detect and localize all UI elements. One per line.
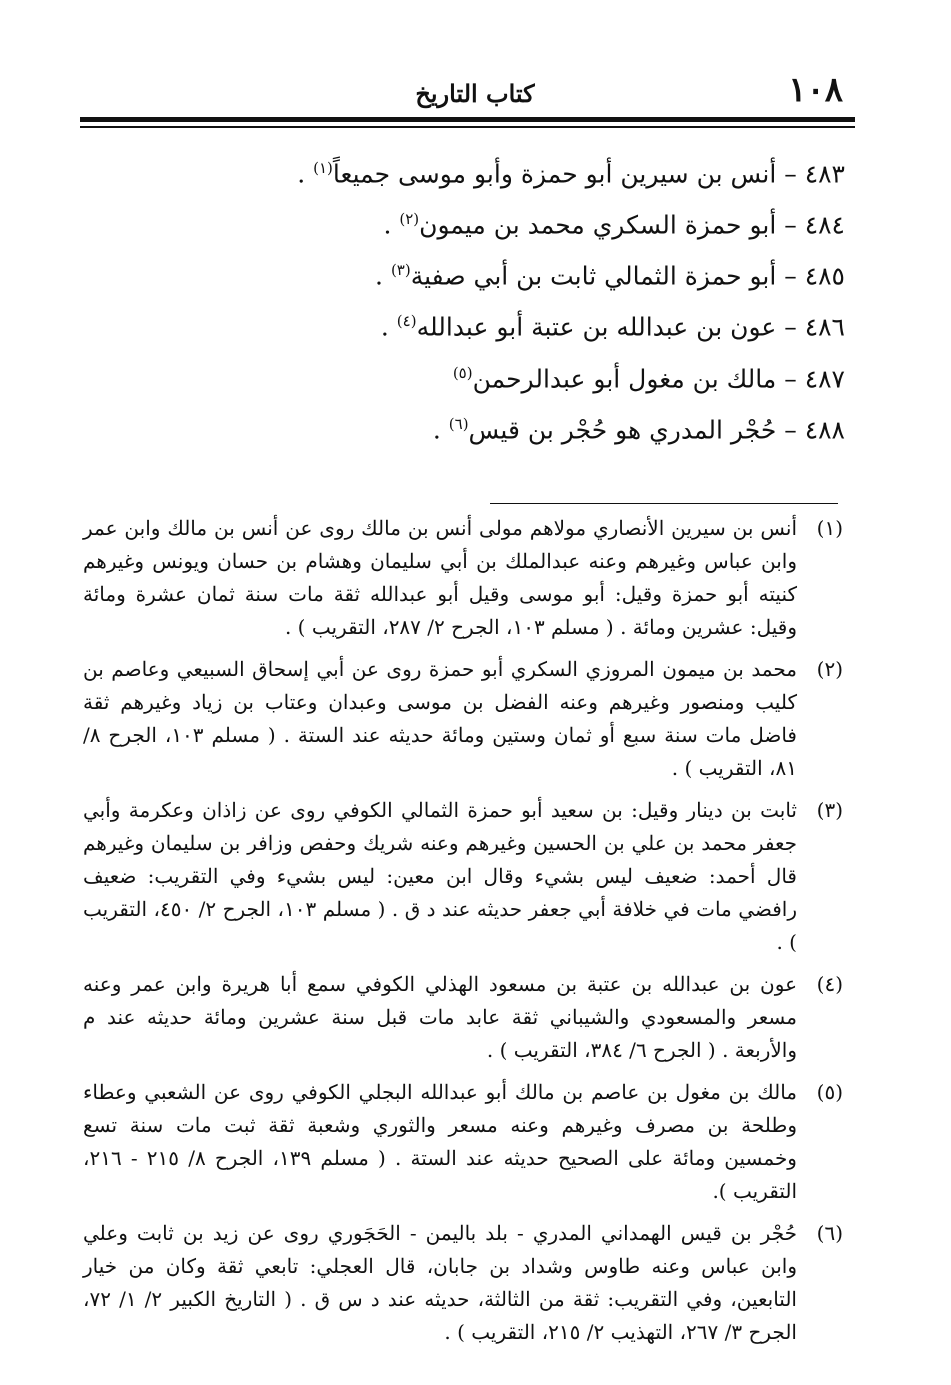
- page-number: ١٠٨: [788, 70, 843, 110]
- entry-text: حُجْر المدري هو حُجْر بن قيس: [468, 414, 777, 444]
- entry-item: ٤٨٣ – أنس بن سيرين أبو حمزة وأبو موسى جميعاً$^{(١)}$ .: [297, 159, 845, 189]
- footnote: [83, 794, 843, 959]
- footnote: [83, 1076, 843, 1208]
- entry-text: عون بن عبدالله بن عتبة أبو عبدالله: [416, 312, 777, 342]
- footnote-ref: (٤): [396, 312, 417, 331]
- footnote-marker: (٢): [816, 657, 843, 681]
- entry-item: ٤٨٨ – حُجْر المدري هو حُجْر بن قيس$^{(٦)}$ .: [432, 414, 845, 444]
- entry-end: .: [432, 414, 441, 444]
- footnote-text: عون بن عبدالله بن عتبة بن مسعود الهذلي الكوفي سمع أبا هريرة وابن عمر وعنه مسعر والمسعودي والشيباني ثقة عابد مات قبل سنة عشرين ومائة حديثه عند م والأربعة . ( الجرح ٦/ ٣٨٤، التقريب ) .: [83, 972, 797, 1062]
- entry-number: ٤٨٦: [804, 312, 845, 342]
- header-rule-thin: [80, 126, 855, 128]
- footnote-separator: [490, 503, 838, 504]
- entry-text: أبو حمزة الثمالي ثابت بن أبي صفية: [410, 261, 777, 291]
- header-rule-thick: [80, 117, 855, 122]
- entry-end: .: [383, 210, 392, 240]
- entry-end: .: [375, 261, 383, 291]
- footnote-text: حُجْر بن قيس الهمداني المدري - بلد باليمن - الحَجَوري روى عن زيد بن ثابت وعلي وابن عباس وعنه طاوس وشداد بن جابان، قال العجلي: تابعي ثقة وكان من خيار التابعين، وفي التقريب: ثقة من الثالثة، حديثه عند د س ق . ( التاريخ الكبير ٢/ ١/ ٧٢، الجرح ٣/ ٢٦٧، التهذيب ٢/ ٢١٥، التقريب ) .: [83, 1221, 797, 1344]
- entry-number: ٤٨٣: [804, 159, 845, 189]
- entry-text: أبو حمزة السكري محمد بن ميمون: [419, 210, 777, 240]
- footnote: [83, 968, 843, 1067]
- entry-item: ٤٨٦ – عون بن عبدالله بن عتبة أبو عبدالله$^{(٤)}$ .: [380, 312, 845, 342]
- footnote-marker: (٤): [816, 972, 843, 996]
- footnote-marker: (٥): [816, 1080, 843, 1104]
- footnote-text: أنس بن سيرين الأنصاري مولاهم مولى أنس بن مالك روى عن أنس بن مالك وابن عمر وابن عباس وغيرهم وعنه عبدالملك بن أبي سليمان وهشام بن حسان ويونس وغيرهم كنيته أبو حمزة وقيل: أبو موسى وقيل أبو عبدالله ثقة مات سنة ثمان عشرة ومائة وقيل: عشرين ومائة . ( مسلم ١٠٣، الجرح ٢/ ٢٨٧، التقريب ) .: [83, 516, 797, 639]
- footnote-ref: (٥): [452, 363, 473, 382]
- entry-list: [225, 146, 845, 453]
- footnote-ref: (٣): [390, 261, 411, 280]
- entry-item: ٤٨٧ – مالك بن مغول أبو عبدالرحمن$^{(٥)}$: [452, 363, 845, 393]
- footnote-ref: (١): [313, 159, 333, 177]
- footnote: [83, 512, 843, 644]
- footnotes: [83, 512, 843, 1358]
- entry-end: .: [297, 159, 306, 189]
- footnote-text: ثابت بن دينار وقيل: بن سعيد أبو حمزة الثمالي الكوفي روى عن زاذان وعكرمة وأبي جعفر محمد بن علي بن الحسين وغيرهم وعنه شريك وحفص وزافر بن سليمان وغيرهم قال أحمد: ضعيف ليس بشيء وقال ابن معين: ليس بشيء وفي التقريب: ضعيف رافضي مات في خلافة أبي جعفر حديثه عند د ق . ( مسلم ١٠٣، الجرح ٢/ ٤٥٠، التقريب ) .: [83, 798, 798, 954]
- entry-number: ٤٨٥: [804, 261, 845, 291]
- entry-item: ٤٨٥ – أبو حمزة الثمالي ثابت بن أبي صفية$^{(٣)}$ .: [375, 261, 845, 291]
- footnote-text: محمد بن ميمون المروزي السكري أبو حمزة روى عن أبي إسحاق السبيعي وعاصم بن كليب ومنصور وغيرهم وعنه الفضل بن موسى وعبدان وعتاب بن زياد وغيرهم ثقة فاضل مات سنة سبع أو ثمان وستين ومائة حديثه عند الستة . ( مسلم ١٠٣، الجرح ٨/ ٨١، التقريب ) .: [83, 657, 797, 780]
- footnote-text: مالك بن مغول بن عاصم بن مالك أبو عبدالله البجلي الكوفي روى عن الشعبي وعطاء وطلحة بن مصرف وغيرهم وعنه مسعر والثوري وشعبة ثقة ثبت مات سنة تسع وخمسين ومائة على الصحيح حديثه عند الستة . ( مسلم ١٣٩، الجرح ٨/ ٢١٥ - ٢١٦، التقريب ).: [83, 1080, 797, 1203]
- entry-end: .: [380, 312, 389, 342]
- entry-number: ٤٨٤: [804, 210, 845, 240]
- footnote-ref: (٦): [448, 414, 469, 433]
- running-title: كتاب التاريخ: [415, 79, 535, 108]
- entry-number: ٤٨٨: [804, 414, 845, 444]
- footnote-marker: (٦): [816, 1221, 843, 1245]
- footnote: [83, 1217, 843, 1349]
- entry-item: ٤٨٤ – أبو حمزة السكري محمد بن ميمون$^{(٢)}$ .: [383, 210, 845, 240]
- footnote-ref: (٢): [399, 210, 420, 229]
- entry-text: مالك بن مغول أبو عبدالرحمن: [472, 363, 777, 393]
- entry-text: أنس بن سيرين أبو حمزة وأبو موسى جميعاً: [332, 159, 777, 189]
- footnote-marker: (٣): [816, 798, 843, 822]
- footnote: [83, 653, 843, 785]
- footnote-marker: (١): [816, 516, 843, 540]
- entry-number: ٤٨٧: [804, 363, 845, 393]
